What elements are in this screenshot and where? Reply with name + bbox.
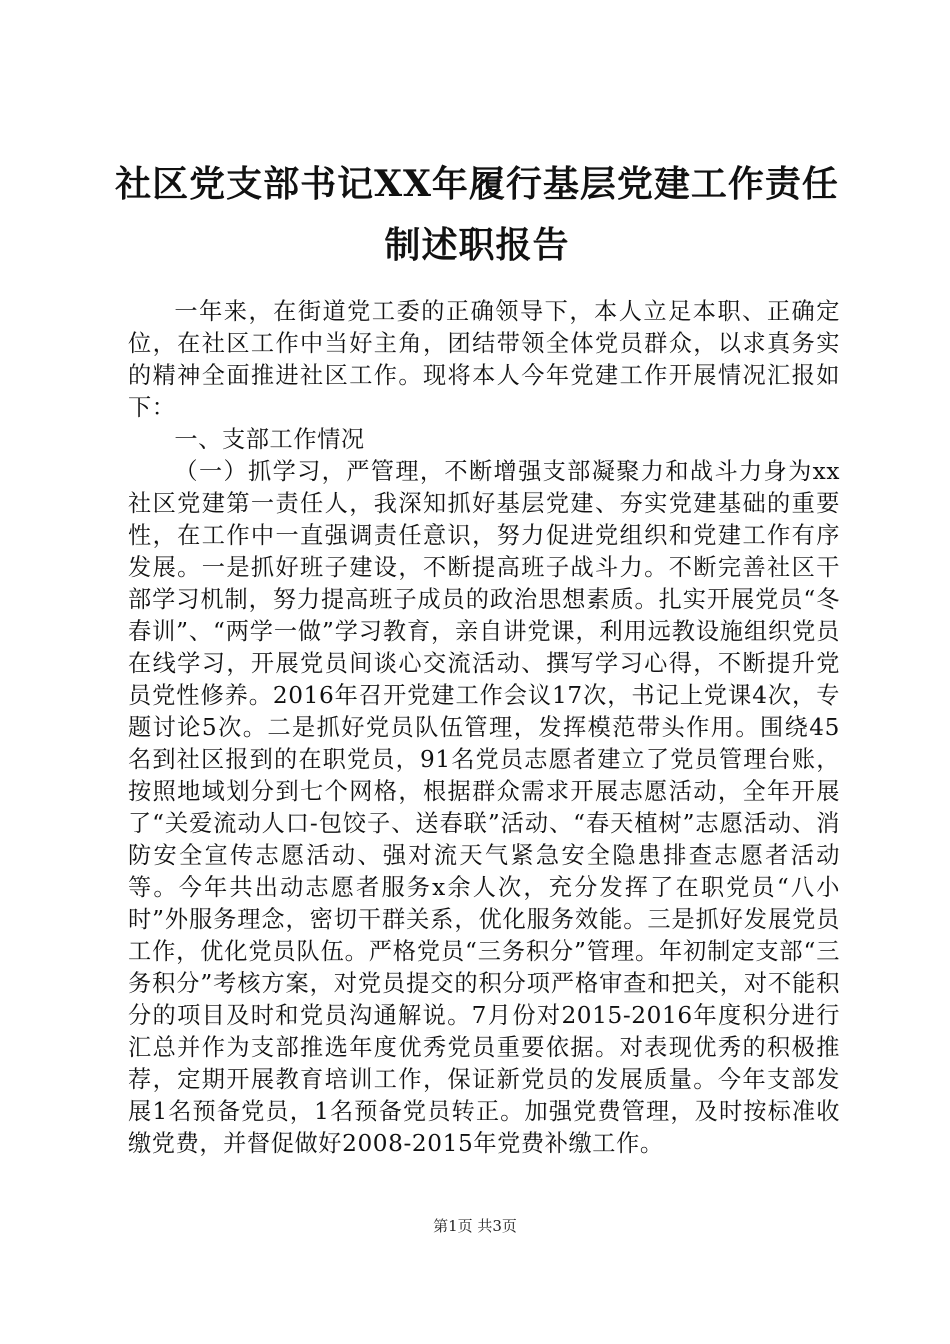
page-footer: 第1页 共3页 [433, 1217, 517, 1235]
paragraph-section-1: （一）抓学习，严管理，不断增强支部凝聚力和战斗力身为xx社区党建第一责任人，我深知抓好基层党建、夯实党建基础的重要性，在工作中一直强调责任意识，努力促进党组织和党建工作有序发展。一是抓好班子建设，不断提高班子战斗力。不断完善社区干部学习机制，努力提高班子成员的政治思想素质。扎实开展党员“冬春训”、“两学一做”学习教育，亲自讲党课，利用远教设施组织党员在线学习，开展党员间谈心交流活动、撰写学习心得，不断提升党员党性修养。2016年召开党建工作会议17次，书记上党课4次，专题讨论5次。二是抓好党员队伍管理，发挥模范带头作用。围绕45名到社区报到的在职党员，91名党员志愿者建立了党员管理台账，按照地域划分到七个网格，根据群众需求开展志愿活动，全年开展了“关爱流动人口-包饺子、送春联”活动、“春天植树”志愿活动、消防安全宣传志愿活动、强对流天气紧急安全隐患排查志愿者活动等。今年共出动志愿者服务x余人次，充分发挥了在职党员“八小时”外服务理念，密切干群关系，优化服务效能。三是抓好发展党员工作，优化党员队伍。严格党员“三务积分”管理。年初制定支部“三务积分”考核方案，对党员提交的积分项严格审查和把关，对不能积分的项目及时和党员沟通解说。7月份对2015-2016年度积分进行汇总并作为支部推选年度优秀党员重要依据。对表现优秀的积极推荐，定期开展教育培训工作，保证新党员的发展质量。今年支部发展1名预备党员，1名预备党员转正。加强党费管理，及时按标准收缴党费，并督促做好2008-2015年党费补缴工作。 [128, 458, 840, 1157]
section-heading: 一、支部工作情况 [174, 426, 365, 453]
document-title-line-1: 社区党支部书记XX年履行基层党建工作责任 [115, 163, 839, 205]
paragraph-intro: 一年来，在街道党工委的正确领导下，本人立足本职、正确定位，在社区工作中当好主角，团结带领全体党员群众，以求真务实的精神全面推进社区工作。现将本人今年党建工作开展情况汇报如下： [128, 298, 840, 421]
document-title-line-2: 制述职报告 [384, 224, 570, 266]
document-body [128, 296, 840, 1160]
